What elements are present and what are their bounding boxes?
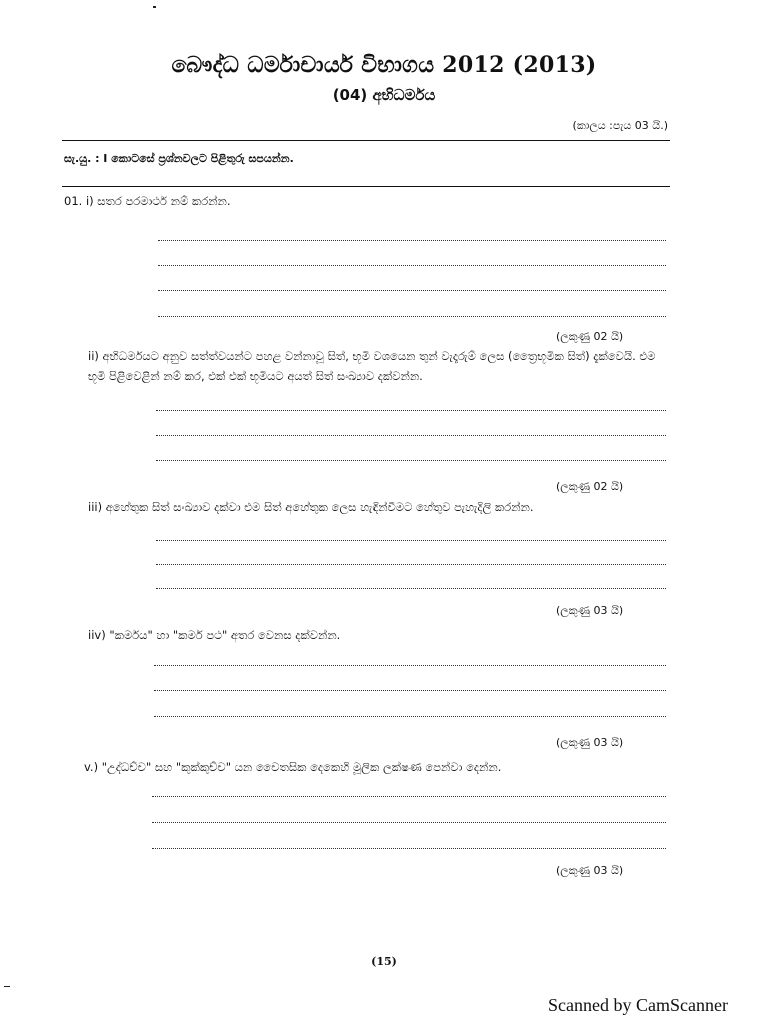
scanner-watermark: Scanned by CamScanner: [548, 995, 728, 1015]
question-1-ii: ii) අභිධර්මයට අනුව සත්ත්වයන්ට පහළ වන්නාවූ සිත්, භූමි වශයෙන තුන් වැදෑරුම් ලෙස (ත්‍රෛභූමික සිත්) දැක්වෙයි. එම භූමි පිළිවෙළින් නම් කර, එක් එක් භූමියට අයත් සිත් සංඛ්‍යාව දක්වන්න.: [88, 349, 656, 383]
answer-line[interactable]: [156, 410, 666, 411]
question-1-i: 01. i) සතර පරමාර්ථ නම් කරන්න.: [64, 194, 231, 208]
marks-label: (ලකුණු 03 යි): [556, 864, 624, 877]
answer-line[interactable]: [156, 588, 666, 589]
answer-line[interactable]: [154, 665, 666, 666]
header-rule-bottom: [62, 186, 670, 187]
question-1-v: v.) "උද්ධච්ච" සහ "කුක්කුච්ච" යන චෛතසික දෙකෙහි මූලික ලක්ෂණ පෙන්වා දෙන්න.: [84, 760, 502, 774]
page-number: (15): [371, 955, 397, 968]
question-1-iii: iii) අහේතුක සිත් සංඛ්‍යාව දක්වා එම සිත් අහේතුක ලෙස හැඳින්වීමට හේතුව පැහැදිලි කරන්න.: [88, 500, 534, 514]
answer-line[interactable]: [158, 316, 666, 317]
answer-line[interactable]: [156, 540, 666, 541]
answer-line[interactable]: [156, 460, 666, 461]
answer-line[interactable]: [158, 265, 666, 266]
exam-subject: (04) අභිධර්මය: [332, 86, 436, 104]
answer-line[interactable]: [152, 796, 666, 797]
answer-line[interactable]: [156, 435, 666, 436]
answer-line[interactable]: [152, 822, 666, 823]
exam-title: බෞද්ධ ධර්මාචාර්ය විභාගය 2012 (2013): [171, 52, 597, 78]
answer-line[interactable]: [154, 716, 666, 717]
answer-line[interactable]: [158, 240, 666, 241]
answer-line[interactable]: [156, 564, 666, 565]
marks-label: (ලකුණු 03 යි): [556, 736, 624, 749]
marks-label: (ලකුණු 03 යි): [556, 604, 624, 617]
answer-line[interactable]: [158, 290, 666, 291]
instruction-note: සැ.යු. : I කොටසේ ප්‍රශ්නවලට පිළිතුරු සපයන්න.: [64, 152, 294, 165]
question-1-iv: iiv) "කර්මය" හා "කර්ම පථ" අතර වෙනස දක්වන්න.: [88, 628, 341, 642]
speck: [4, 986, 10, 987]
marks-label: (ලකුණු 02 යි): [556, 330, 624, 343]
exam-duration: (කාලය :පැය 03 යි.): [572, 119, 668, 132]
answer-line[interactable]: [154, 690, 666, 691]
speck: [153, 6, 156, 8]
header-rule-top: [62, 140, 670, 141]
answer-line[interactable]: [152, 848, 666, 849]
marks-label: (ලකුණු 02 යි): [556, 480, 624, 493]
